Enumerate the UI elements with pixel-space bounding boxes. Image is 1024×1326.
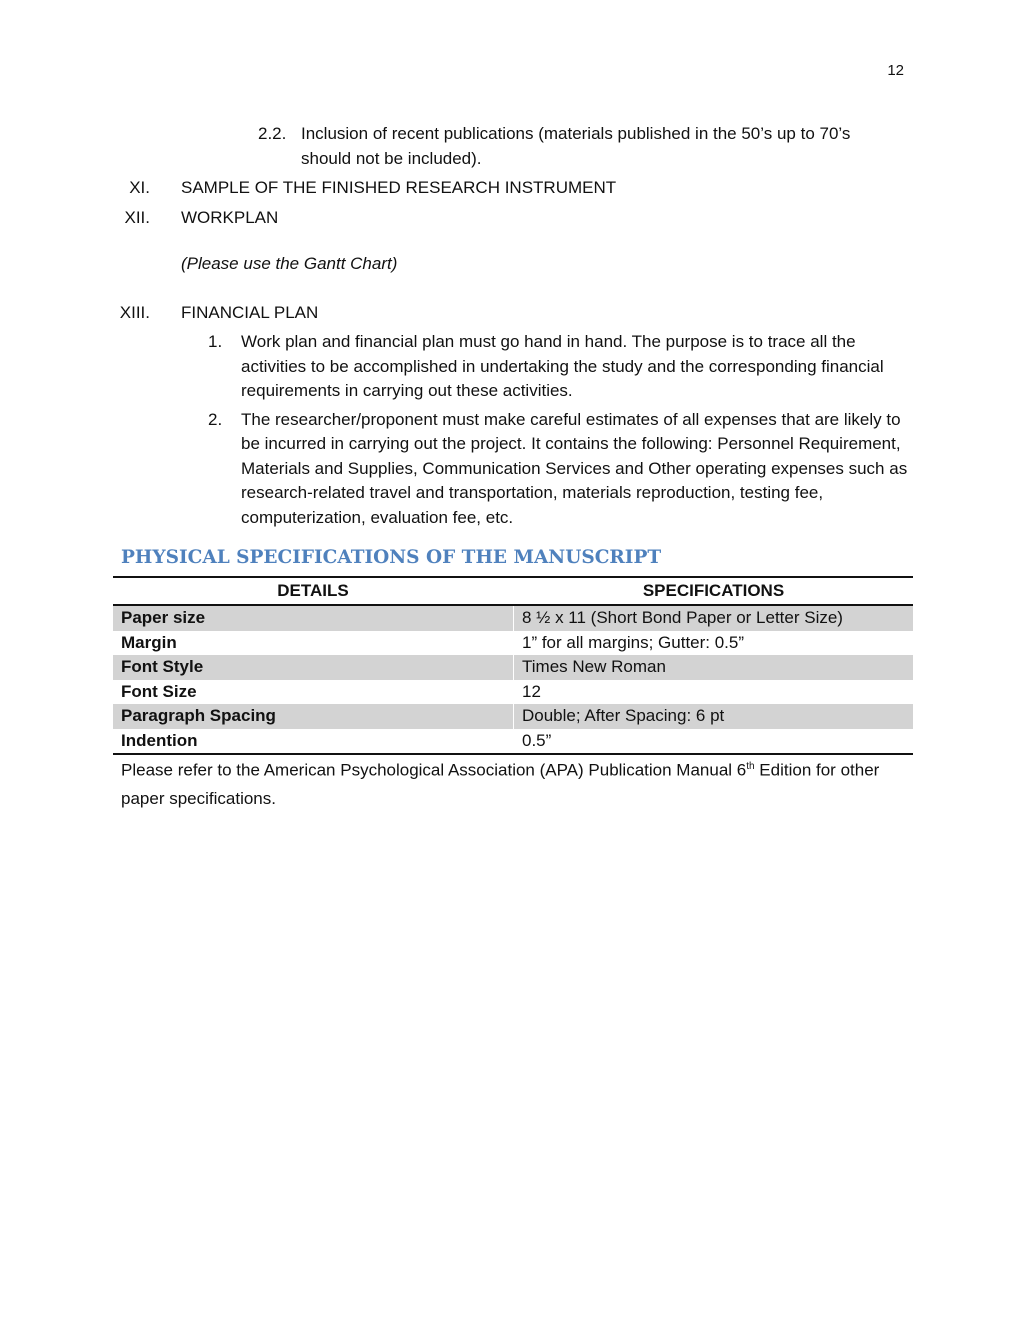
table-row — [113, 631, 913, 656]
page-number: 12 — [887, 62, 904, 79]
list-item-number: 1. — [208, 332, 223, 351]
specifications-table — [113, 576, 913, 755]
row-label: Font Style — [113, 655, 514, 680]
sub-item-text: Inclusion of recent publications (materials published in the 50’s up to 70’s should not be included). — [301, 124, 851, 168]
row-value: 1” for all margins; Gutter: 0.5” — [522, 632, 745, 652]
row-label: Margin — [113, 631, 514, 656]
list-item-text: The researcher/proponent must make careful estimates of all expenses that are likely to be incurred in carrying out the project. It contains the following: Personnel Requirement, Materials and Supplies, Communication Services and Other operating expenses such as research-related travel and transportation, materials reproduction, testing fee, computerization, evaluation fee, etc. — [241, 409, 908, 527]
section-number: XII. — [124, 208, 150, 227]
section-number: XI. — [129, 178, 150, 197]
financial-plan-list — [208, 330, 908, 534]
row-label: Paper size — [113, 605, 514, 631]
footnote-text: Please refer to the American Psychological Association (APA) Publication Manual 6 — [121, 760, 747, 780]
list-item-number: 2. — [208, 409, 223, 429]
specs-heading: PHYSICAL SPECIFICATIONS OF THE MANUSCRIPT — [121, 547, 662, 568]
table-header-row — [113, 577, 913, 605]
table-row — [113, 680, 913, 705]
list-item-text: Work plan and financial plan must go hand in hand. The purpose is to trace all the activities to be accomplished in undertaking the study and the corresponding financial requirements in carrying out these activities. — [241, 332, 884, 400]
row-value: 12 — [522, 681, 541, 701]
row-label: Paragraph Spacing — [113, 704, 514, 729]
table-row — [113, 729, 913, 755]
list-item — [208, 330, 908, 404]
table-row — [113, 605, 913, 631]
section-title: SAMPLE OF THE FINISHED RESEARCH INSTRUMENT — [181, 178, 617, 197]
row-value: 8 ½ x 11 (Short Bond Paper or Letter Size) — [514, 605, 914, 631]
sub-item-number: 2.2. — [258, 124, 287, 143]
specifications-header: SPECIFICATIONS — [514, 577, 914, 605]
section-number: XIII. — [119, 303, 150, 322]
list-item — [208, 408, 908, 531]
row-label: Indention — [113, 729, 514, 755]
footnote-text-end: Edition for other paper specifications. — [121, 760, 880, 808]
row-value: 0.5” — [514, 729, 914, 755]
row-label: Font Size — [113, 680, 514, 705]
apa-footnote — [121, 753, 911, 813]
details-header: DETAILS — [113, 577, 514, 605]
section-title: WORKPLAN — [181, 208, 279, 227]
row-value: Times New Roman — [514, 655, 914, 680]
workplan-note: (Please use the Gantt Chart) — [181, 254, 398, 273]
table-row — [113, 655, 913, 680]
footnote-superscript: th — [746, 761, 755, 772]
table-row — [113, 704, 913, 729]
row-value: Double; After Spacing: 6 pt — [514, 704, 914, 729]
section-title: FINANCIAL PLAN — [181, 303, 319, 322]
